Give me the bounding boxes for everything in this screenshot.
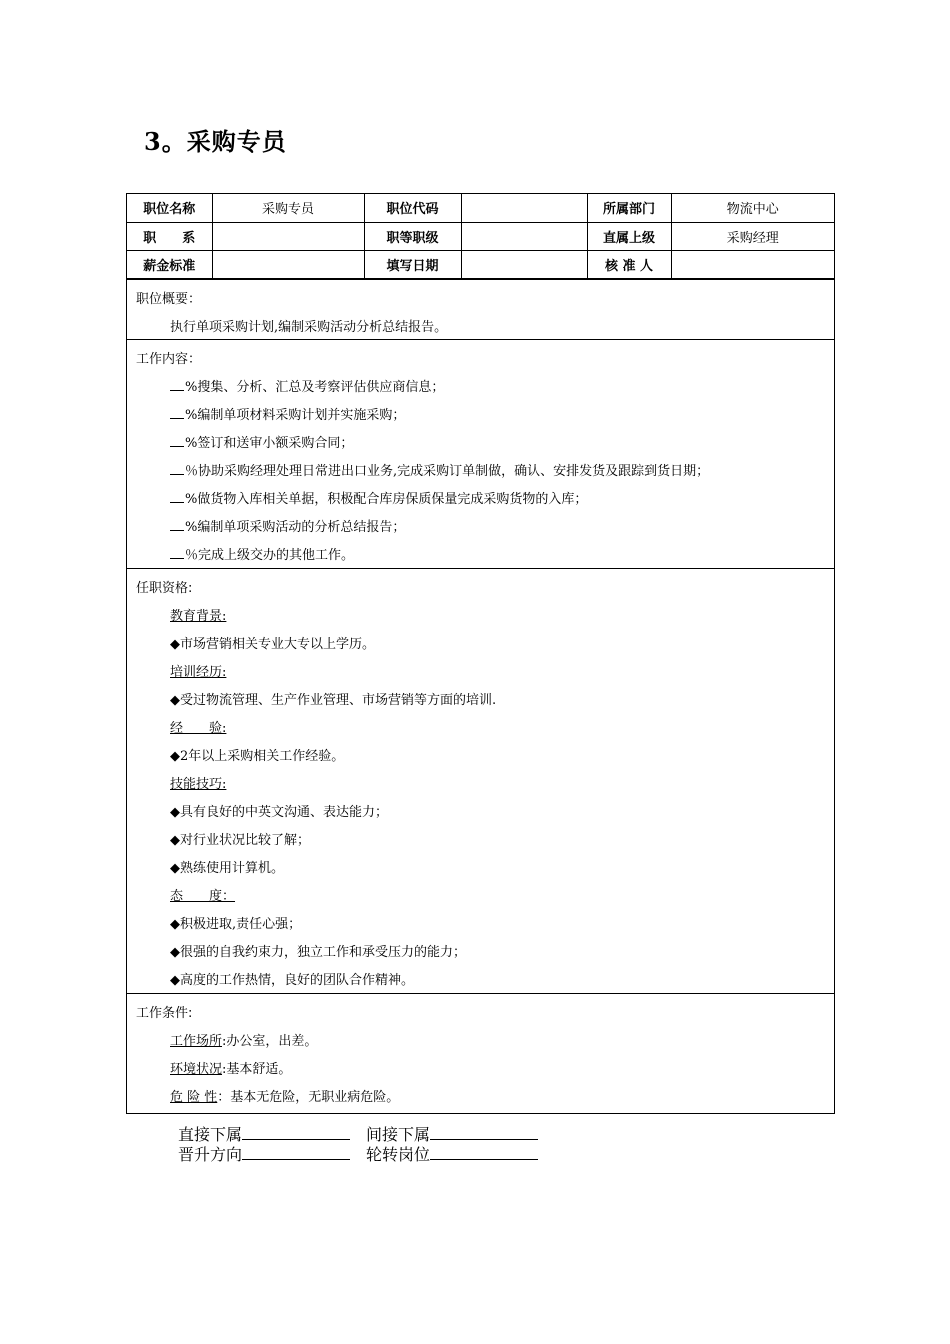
duty-item: %签订和送审小额采购合同；	[170, 432, 353, 451]
education-item: ◆市场营销相关专业大专以上学历。	[170, 636, 375, 652]
duty-item: %做货物入库相关单据，积极配合库房保质保量完成采购货物的入库；	[170, 488, 587, 507]
value-department: 物流中心	[671, 194, 834, 222]
skills-item: ◆熟练使用计算机。	[170, 860, 284, 876]
condition-label: 工作场所	[170, 1033, 223, 1049]
header-row	[127, 222, 834, 250]
promotion-label: 晋升方向	[178, 1145, 243, 1164]
overview-title: 职位概要：	[136, 291, 202, 307]
training-item: ◆受过物流管理、生产作业管理、市场营销等方面的培训.	[170, 692, 497, 708]
rotation-label: 轮转岗位	[366, 1145, 431, 1164]
condition-item	[170, 1086, 399, 1105]
job-description-form	[126, 193, 835, 1114]
qualifications-title: 任职资格:	[136, 580, 193, 596]
duty-item: ％完成上级交办的其他工作。	[170, 544, 354, 563]
value-grade	[461, 222, 587, 250]
condition-text: :基本舒适。	[222, 1061, 292, 1077]
condition-text: :办公室，出差。	[222, 1033, 318, 1049]
value-supervisor: 采购经理	[671, 222, 834, 250]
label-job-family: 职 系	[127, 222, 212, 250]
condition-label: 危 险 性	[170, 1089, 218, 1105]
condition-text: ：基本无危险，无职业病危险。	[217, 1089, 400, 1105]
page-title: 3。采购专员	[144, 127, 287, 156]
skills-heading: 技能技巧:	[170, 776, 227, 792]
label-position-name: 职位名称	[127, 194, 212, 222]
rotation-blank	[430, 1145, 538, 1160]
direct-sub-blank	[242, 1125, 350, 1140]
conditions-title: 工作条件:	[136, 1005, 193, 1021]
header-table	[127, 194, 834, 279]
indirect-sub-label: 间接下属	[366, 1125, 431, 1144]
attitude-item: ◆高度的工作热情，良好的团队合作精神。	[170, 972, 414, 988]
skills-item: ◆具有良好的中英文沟通、表达能力；	[170, 804, 388, 820]
label-grade: 职等职级	[364, 222, 461, 250]
value-job-family	[212, 222, 364, 250]
label-approver: 核 准 人	[587, 250, 671, 278]
promotion-blank	[242, 1145, 350, 1160]
direct-sub-label: 直接下属	[178, 1125, 243, 1144]
value-approver	[671, 250, 834, 278]
header-row	[127, 250, 834, 278]
label-department: 所属部门	[587, 194, 671, 222]
experience-heading: 经 验:	[170, 720, 227, 736]
duty-item: ％协助采购经理处理日常进出口业务,完成采购订单制做，确认、安排发货及跟踪到货日期；	[170, 460, 709, 479]
duties-section	[127, 339, 834, 568]
duty-item: %搜集、分析、汇总及考察评估供应商信息；	[170, 376, 444, 395]
training-heading: 培训经历:	[170, 664, 227, 680]
footer-promotion	[178, 1142, 350, 1165]
condition-label: 环境状况	[170, 1061, 223, 1077]
value-position-name: 采购专员	[212, 194, 364, 222]
duty-item: %编制单项采购活动的分析总结报告；	[170, 516, 405, 535]
label-salary: 薪金标准	[127, 250, 212, 278]
attitude-item: ◆积极进取,责任心强；	[170, 916, 302, 932]
condition-item	[170, 1058, 291, 1077]
duties-title: 工作内容：	[136, 351, 202, 367]
value-position-code	[461, 194, 587, 222]
header-row	[127, 194, 834, 222]
attitude-heading: 态 度：	[170, 888, 236, 904]
label-supervisor: 直属上级	[587, 222, 671, 250]
overview-text: 执行单项采购计划,编制采购活动分析总结报告。	[170, 319, 448, 335]
value-fill-date	[461, 250, 587, 278]
qualifications-section	[127, 568, 834, 993]
duty-item: %编制单项材料采购计划并实施采购；	[170, 404, 405, 423]
condition-item	[170, 1030, 317, 1049]
experience-item: ◆2年以上采购相关工作经验。	[170, 748, 345, 764]
conditions-section	[127, 993, 834, 1113]
indirect-sub-blank	[430, 1125, 538, 1140]
label-position-code: 职位代码	[364, 194, 461, 222]
footer-rotation	[366, 1142, 538, 1165]
value-salary	[212, 250, 364, 278]
label-fill-date: 填写日期	[364, 250, 461, 278]
attitude-item: ◆很强的自我约束力，独立工作和承受压力的能力；	[170, 944, 466, 960]
skills-item: ◆对行业状况比较了解；	[170, 832, 310, 848]
overview-section	[127, 279, 834, 339]
education-heading: 教育背景:	[170, 608, 227, 624]
